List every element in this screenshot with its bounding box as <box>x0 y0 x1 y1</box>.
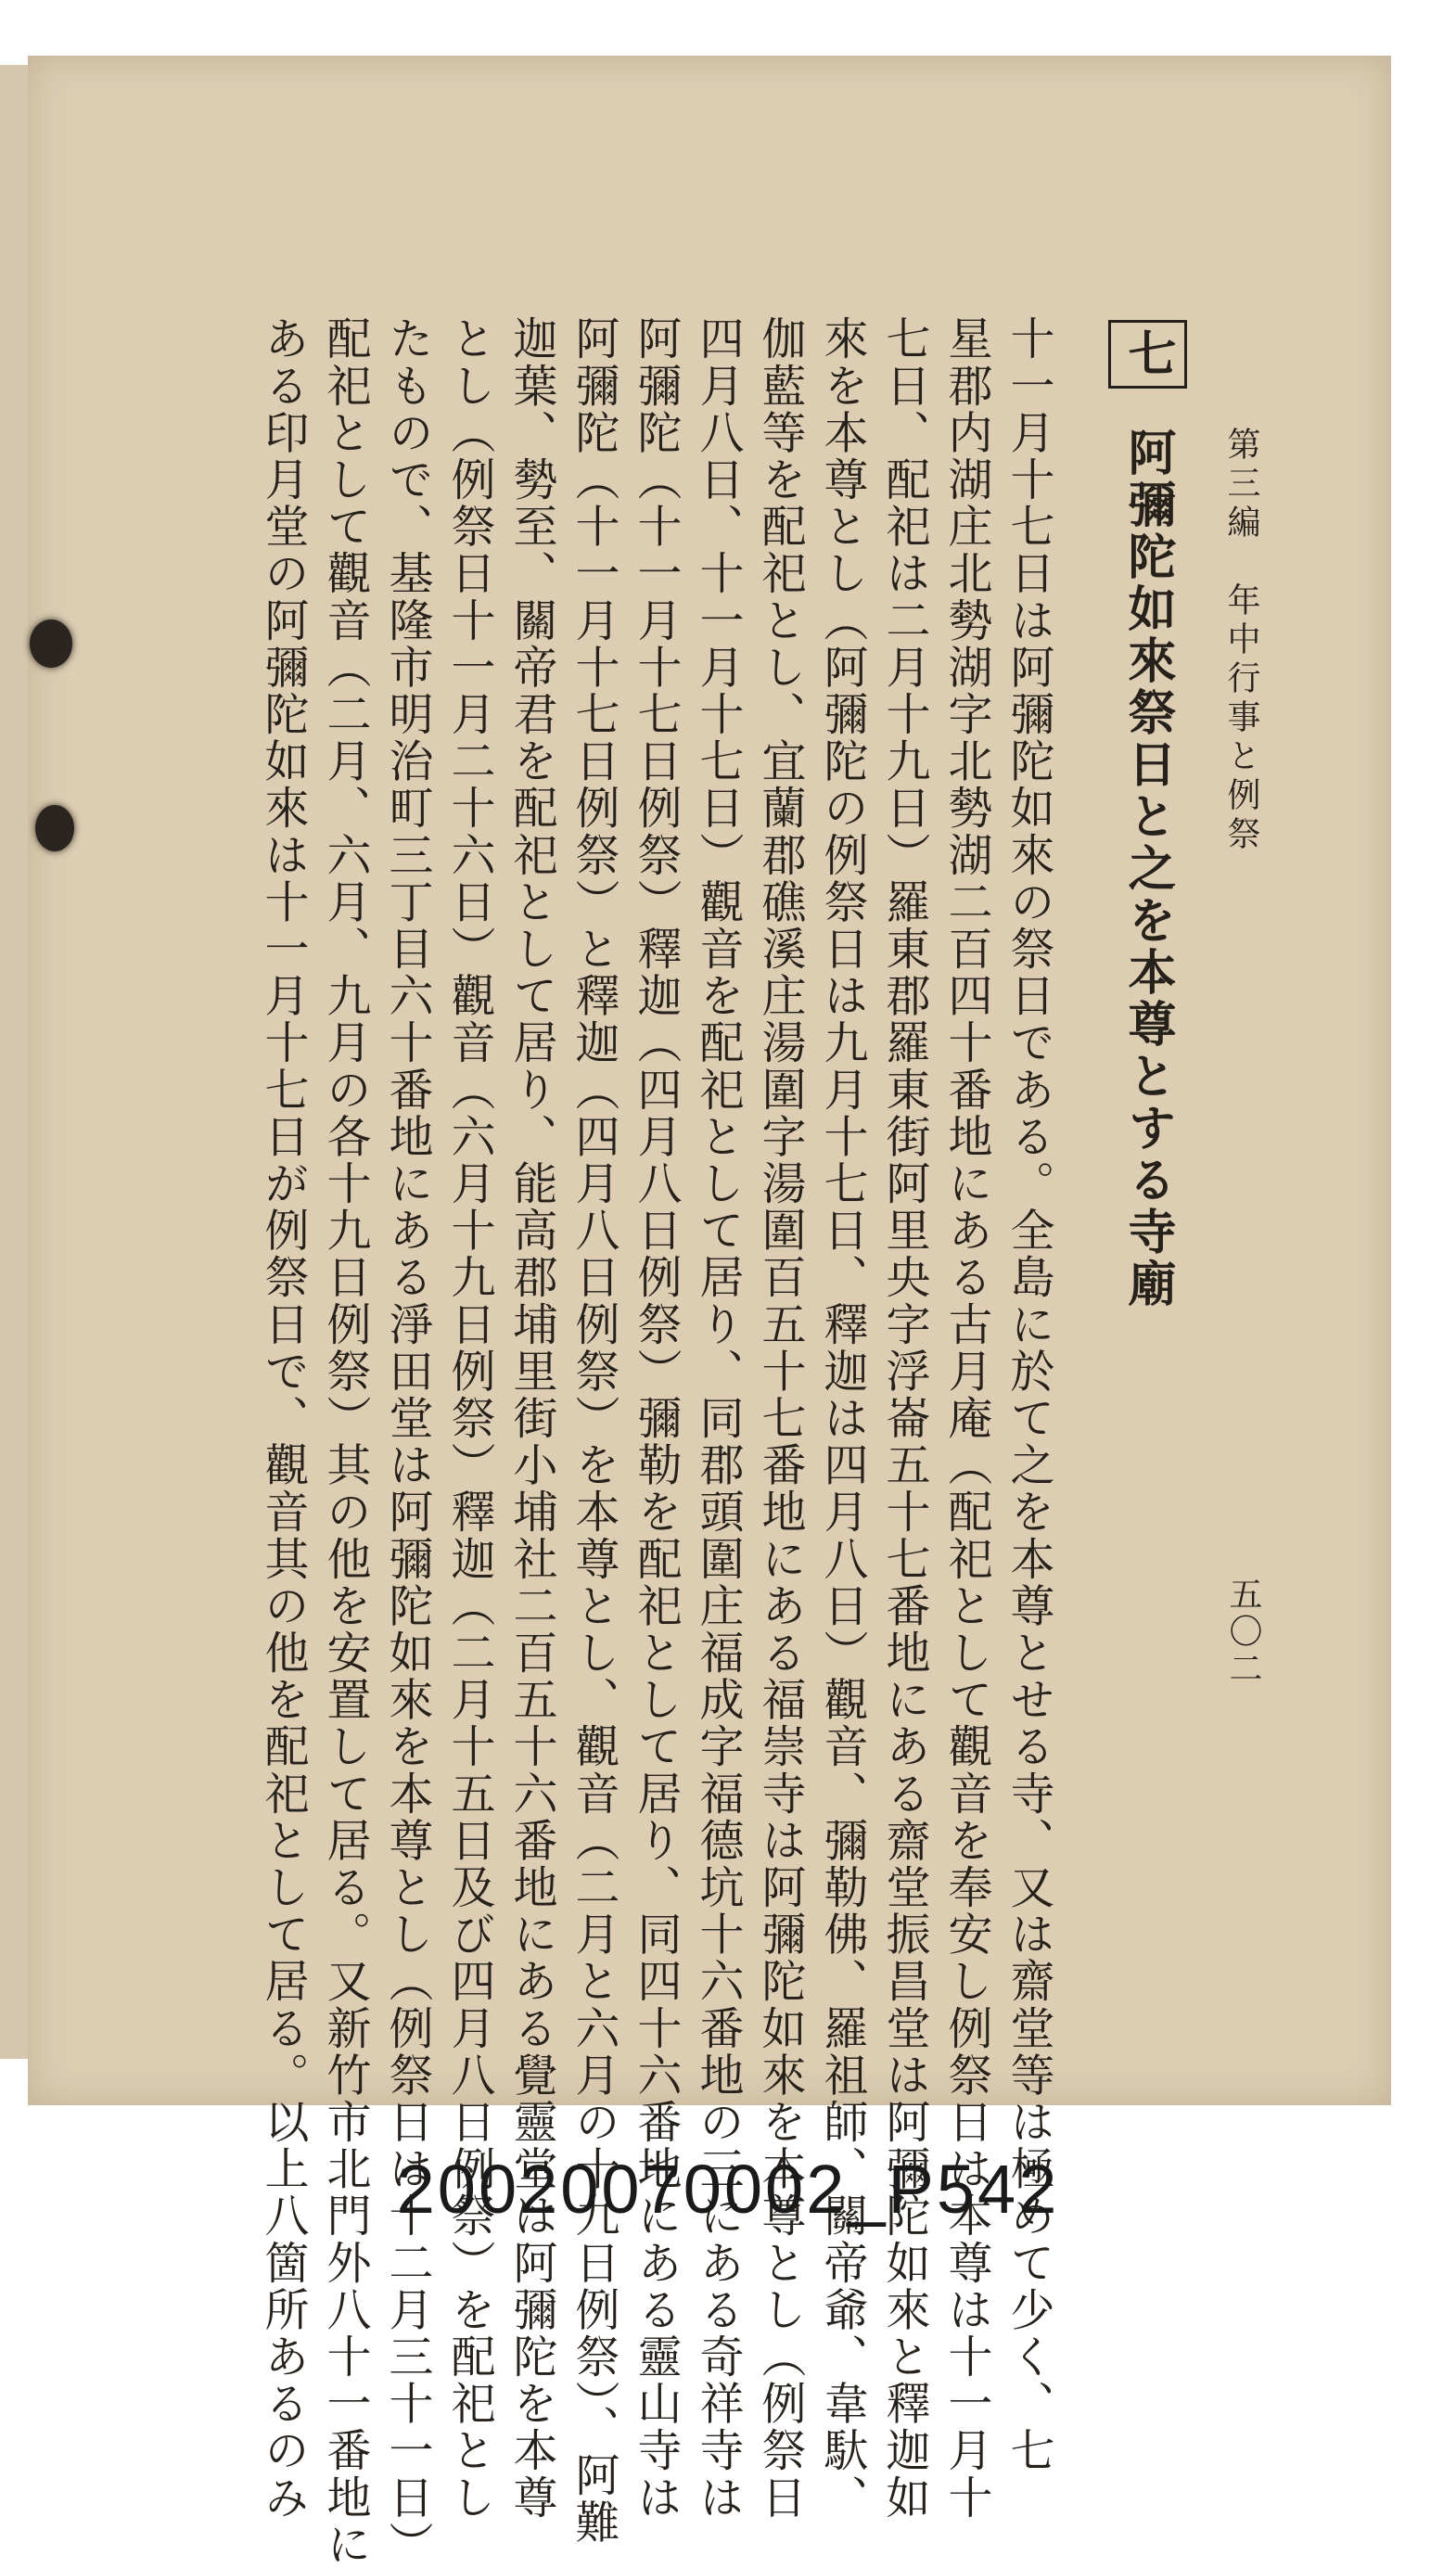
body-line: 十一月十七日は阿彌陀如來の祭日である。全島に於て之を本尊とせる寺、又は齋堂等は極めて少く、七 <box>1003 315 1054 2474</box>
body-line: 四月八日、十一月十七日）觀音を配祀として居り、同郡頭圍庄福成字福德坑十六番地の三にある奇祥寺は <box>692 315 744 2522</box>
body-line: 配祀として觀音（二月、六月、九月の各十九日例祭）其の他を安置して居る。又新竹市北門外八十一番地に <box>319 315 371 2568</box>
body-line: ある印月堂の阿彌陀如來は十一月十七日が例祭日で、觀音其の他を配祀として居る。以上八箇所あるのみ <box>257 315 309 2522</box>
page-number: 五〇二 <box>1224 1577 1262 1688</box>
catalog-id: 20020070002_P542 <box>396 2151 1060 2228</box>
body-line: 迦葉、勢至、關帝君を配祀として居り、能高郡埔里街小埔社二百五十六番地にある覺靈堂は阿彌陀を本尊 <box>505 315 557 2522</box>
body-line: 阿彌陀（十一月十七日例祭）釋迦（四月八日例祭）彌勒を配祀として居り、同四十六番地にある靈山寺は <box>630 315 682 2522</box>
section-title: 阿彌陀如來祭日と之を本尊とする寺廟 <box>1119 428 1176 1311</box>
section-heading <box>1108 320 1187 1310</box>
binding-hole-top <box>30 620 72 668</box>
body-line: たもので、基隆市明治町三丁目六十番地にある淨田堂は阿彌陀如來を本尊とし（例祭日は十二月三十一日） <box>381 315 433 2568</box>
running-head: 第三編 年中行事と例祭 <box>1222 427 1260 855</box>
body-line: とし（例祭日十一月二十六日）觀音（六月十九日例祭）釋迦（二月十五日及び四月八日例祭）を配祀とし <box>443 315 495 2522</box>
binding-hole-bottom <box>35 805 74 851</box>
body-line: 伽藍等を配祀とし、宜蘭郡礁溪庄湯圍字湯圍百五十七番地にある福崇寺は阿彌陀如來を本尊とし（例祭日 <box>754 315 806 2522</box>
body-line: 七日、配祀は二月十九日）羅東郡羅東街阿里央字浮崙五十七番地にある齋堂振昌堂は阿彌陀如來と釋迦如 <box>878 315 930 2522</box>
body-line: 星郡内湖庄北勢湖字北勢湖二百四十番地にある古月庵（配祀として觀音を奉安し例祭日は本尊は十一月十 <box>940 315 992 2522</box>
body-line: 來を本尊とし（阿彌陀の例祭日は九月十七日、釋迦は四月八日）觀音、彌勒佛、羅祖師、關帝爺、韋馱、 <box>816 315 868 2522</box>
body-line: 阿彌陀（十一月十七日例祭）と釋迦（四月八日例祭）を本尊とし、觀音（二月と六月の十九日例祭）、阿難 <box>568 315 619 2546</box>
section-number-mark: 七 <box>1108 320 1187 389</box>
